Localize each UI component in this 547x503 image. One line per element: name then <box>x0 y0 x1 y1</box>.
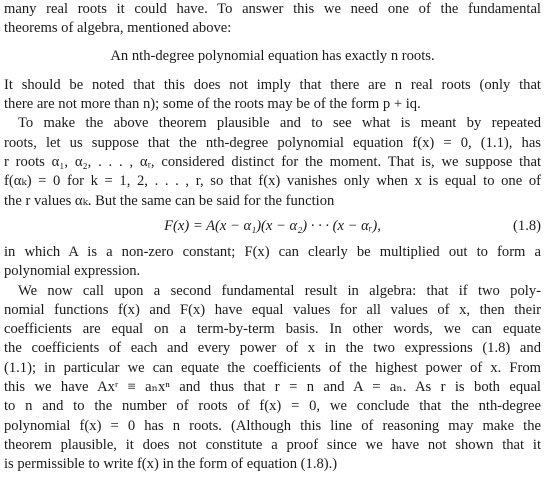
text-line: polynomial expression. <box>4 263 141 280</box>
text-line: to n and to the number of roots of f(x) = 0, we conclude that the nth-degree <box>4 398 541 415</box>
text-line: theorems of algebra, mentioned above: <box>4 20 232 37</box>
text-line: To make the above theorem plausible and to see what is meant by repeated <box>18 115 541 132</box>
equation-body: F(x) = A(x − α₁)(x − α₂) · · · (x − αᵣ), <box>164 217 381 234</box>
text-line: the r values αₖ. But the same can be said for the function <box>4 192 335 209</box>
theorem-statement: An nth-degree polynomial equation has exactly n roots. <box>110 47 435 64</box>
text-line: It should be noted that this does not imply that there are n real roots (only that <box>4 76 541 93</box>
text-line: We now call upon a second fundamental result in algebra: that if two poly- <box>18 282 541 299</box>
paragraph-repeated-roots <box>4 114 541 210</box>
text-line: coefficients are equal on a term-by-term basis. In other words, we can equate <box>4 321 541 338</box>
text-line: r roots α₁, α₂, . . . , αᵣ, considered distinct for the moment. That is, we suppose that <box>4 154 541 171</box>
paragraph-note <box>4 76 541 115</box>
text-line: f(αₖ) = 0 for k = 1, 2, . . . , r, so that f(x) vanishes only when x is equal to one of <box>4 173 541 190</box>
text-line: (1.1); in particular we can equate the coefficients of the highest power of x. From <box>4 359 541 376</box>
paragraph-constant <box>4 243 541 282</box>
text-line: roots, let us suppose that the nth-degree polynomial equation f(x) = 0, (1.1), has <box>4 134 541 151</box>
paragraph-intro <box>4 0 541 39</box>
text-line: many real roots it could have. To answer this we need one of the fundamental <box>4 1 541 17</box>
equation-number: (1.8) <box>513 217 541 234</box>
text-line: in which A is a non-zero constant; F(x) can clearly be multiplied out to form a <box>4 243 541 260</box>
text-line: the coefficients of each and every power of x in the two expressions (1.8) and <box>4 340 541 357</box>
text-line: theorem plausible, it does not constitute a proof since we have not shown that it <box>4 436 541 453</box>
text-line: nomial functions f(x) and F(x) have equal values for all values of x, then their <box>4 301 541 318</box>
text-line: polynomial f(x) = 0 has n roots. (Although this line of reasoning may make the <box>4 417 541 434</box>
paragraph-second-result <box>4 282 541 475</box>
text-line: is permissible to write f(x) in the form of equation (1.8).) <box>4 456 338 473</box>
text-line: this we have Axʳ ≡ aₙxⁿ and thus that r = n and A = aₙ. As r is both equal <box>4 379 541 396</box>
equation-1-8 <box>4 215 541 237</box>
text-line: there are not more than n); some of the roots may be of the form p + iq. <box>4 96 421 113</box>
